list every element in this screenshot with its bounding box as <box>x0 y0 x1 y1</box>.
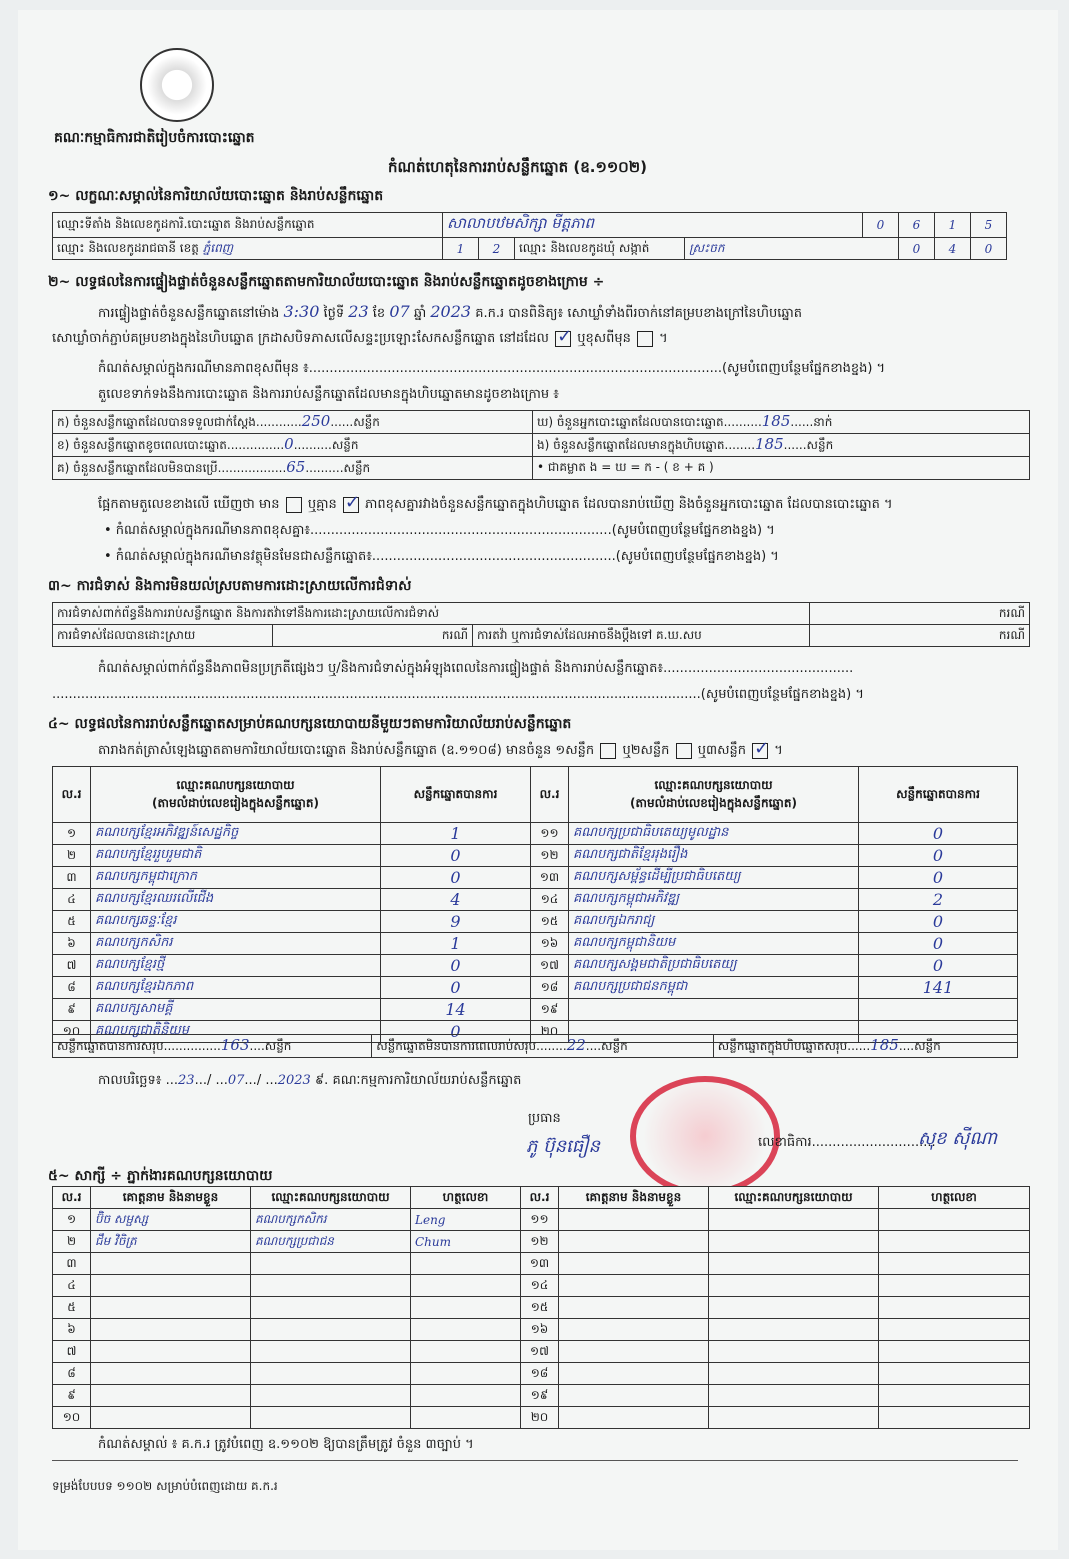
witness-empty-cell <box>559 1231 709 1253</box>
table-row <box>53 1385 1030 1407</box>
result-no: ១ <box>53 823 91 845</box>
result-party: គណបក្សខ្មែររួបរួមជាតិ <box>91 845 381 867</box>
result-party2: គណបក្សសម្ព័ន្ធដើម្បីប្រជាធិបតេយ្យ <box>569 867 859 889</box>
witness-empty-cell <box>879 1275 1030 1297</box>
witness-no2: ២០ <box>521 1407 559 1429</box>
witness-no2: ១៩ <box>521 1385 559 1407</box>
result-party2 <box>569 999 859 1021</box>
table-row <box>53 955 1018 977</box>
sign-committee: ៩. គណៈកម្មការការិយាល័យរាប់សន្លឹកឆ្នោត <box>314 1073 522 1088</box>
s2-note2: • កំណត់សម្គាល់ក្នុងករណីមានភាពខុសគ្នា៖.........................................................................(សូមបំពេញបន្ថែមផ្នែកខាងខ្នង) ។ <box>104 523 775 538</box>
result-party2: គណបក្សឯករាជ្យ <box>569 911 859 933</box>
count-kho-label: ឃ) ចំនួនអ្នកបោះឆ្នោតដែលបានបោះឆ្នោត.......... <box>537 415 762 429</box>
result-party: គណបក្សខ្មែរថ្មី <box>91 955 381 977</box>
table-row <box>53 845 1018 867</box>
witness-empty-cell <box>559 1385 709 1407</box>
witness-no: ១ <box>53 1209 91 1231</box>
total-valid: សន្លឹកឆ្នោតបានការសរុប...............163....សន្លឹក <box>53 1035 372 1058</box>
footer-text: ទម្រង់បែបបទ ១១០២ សម្រាប់បំពេញដោយ គ.ក.រ <box>52 1479 278 1493</box>
witness-empty-cell <box>709 1209 879 1231</box>
count-ka-value: 250 <box>301 412 331 430</box>
table-row <box>53 1341 1030 1363</box>
col-no: ល.រ <box>53 767 91 823</box>
s1-r2-value: ភ្នំពេញ <box>202 240 234 255</box>
witness-name <box>91 1253 251 1275</box>
org-name: គណៈកម្មាធិការជាតិរៀបចំការបោះឆ្នោត <box>54 130 255 146</box>
witness-party <box>251 1275 411 1297</box>
result-no: ៥ <box>53 911 91 933</box>
witness-empty-cell <box>709 1297 879 1319</box>
table-row <box>53 823 1018 845</box>
col-votes2: សន្លឹកឆ្នោតបានការ <box>859 767 1018 823</box>
s1-r1-label: ឈ្មោះទីតាំង និងលេខកូដការិ.បោះឆ្នោត និងរាប់សន្លឹកឆ្នោត <box>53 213 443 238</box>
result-party: គណបក្សជាតិនិយម <box>91 1021 381 1043</box>
result-no2: ១១ <box>531 823 569 845</box>
witness-name <box>91 1385 251 1407</box>
result-votes: 0 <box>381 955 531 977</box>
witness-empty-cell <box>559 1253 709 1275</box>
result-no: ៦ <box>53 933 91 955</box>
witness-empty-cell <box>559 1209 709 1231</box>
count-ngo-label: ង) ចំនួនសន្លឹកឆ្នោតដែលមានក្នុងហិបឆ្នោត........ <box>537 438 756 452</box>
s5-note: កំណត់សម្គាល់ ៖ គ.ក.រ ត្រូវបំពេញ ឧ.១១០២ ឱ្យបានត្រឹមត្រូវ ចំនួន ៣ច្បាប់ ។ <box>98 1437 474 1452</box>
witness-name <box>91 1319 251 1341</box>
witness-empty-cell <box>559 1363 709 1385</box>
unit: សន្លឹក <box>343 461 371 475</box>
s1-r1-value: សាលាបឋមសិក្សា មីត្តភាព <box>443 213 863 238</box>
witness-sig <box>411 1385 521 1407</box>
witness-sig <box>411 1319 521 1341</box>
totals-table <box>52 1034 1018 1058</box>
result-no: ៧ <box>53 955 91 977</box>
check-year: 2023 <box>430 302 472 321</box>
result-no: ៨ <box>53 977 91 999</box>
count-kho-value: 185 <box>761 412 791 430</box>
result-votes: 14 <box>381 999 531 1021</box>
result-votes: 1 <box>381 823 531 845</box>
count-ka-label: ក) ចំនួនសន្លឹកឆ្នោតដែលបានទទួលជាក់ស្តែង............ <box>57 415 302 429</box>
unit: សន្លឹក <box>353 415 380 429</box>
result-votes2: 0 <box>859 867 1018 889</box>
s1-r2-commune-digit: 0 <box>899 238 935 260</box>
result-party: គណបក្សខ្មែរអភិវឌ្ឍន៍សេដ្ឋកិច្ច <box>91 823 381 845</box>
form-page <box>18 10 1058 1550</box>
witness-no2: ១៥ <box>521 1297 559 1319</box>
result-no2: ១២ <box>531 845 569 867</box>
table-row <box>53 933 1018 955</box>
count-ngo-value: 185 <box>755 435 784 453</box>
section1-title: ១~ លក្ខណៈសម្គាល់នៃការិយាល័យបោះឆ្នោត និងរាប់សន្លឹកឆ្នោត <box>48 188 384 204</box>
s4-opt3: ឬ៣សន្លឹក <box>697 743 746 758</box>
s2-p4a: ផ្អែកតាមតួលេខខាងលើ ឃើញថា មាន <box>98 497 280 512</box>
unit: សន្លឹក <box>806 438 834 452</box>
result-votes: 0 <box>381 977 531 999</box>
table-row <box>53 977 1018 999</box>
result-no: ៤ <box>53 889 91 911</box>
s1-r2-digit: 1 <box>443 238 479 260</box>
w-col-party2: ឈ្មោះគណបក្សនយោបាយ <box>709 1187 879 1209</box>
table-row <box>53 999 1018 1021</box>
chair-label: ប្រធាន <box>528 1111 561 1126</box>
witness-no2: ១២ <box>521 1231 559 1253</box>
count-ka: ក) ចំនួនសន្លឹកឆ្នោតដែលបានទទួលជាក់ស្តែង............250......សន្លឹក <box>53 411 533 434</box>
sign-date: កាលបរិច្ឆេទ៖ ...23.../ ...07.../ ...2023 ៩. គណៈកម្មការការិយាល័យរាប់សន្លឹកឆ្នោត <box>98 1073 522 1088</box>
sign-date-month: 07 <box>227 1073 245 1088</box>
table-row <box>53 1297 1030 1319</box>
result-votes2: 0 <box>859 911 1018 933</box>
s2-p4c: ភាពខុសគ្នារវាងចំនួនសន្លឹកឆ្នោតក្នុងហិបឆ្នោត ដែលបានរាប់ឃើញ និងចំនួនអ្នកបោះឆ្នោត ដែលបានបោះឆ្នោត ។ <box>365 497 893 512</box>
s2-paragraph2 <box>52 330 668 349</box>
witness-empty-cell <box>879 1407 1030 1429</box>
total-box-value: 185 <box>870 1036 899 1054</box>
w-col-party: ឈ្មោះគណបក្សនយោបាយ <box>251 1187 411 1209</box>
result-party2: គណបក្សកម្ពុជាអភិវឌ្ឍ <box>569 889 859 911</box>
witness-no: ៨ <box>53 1363 91 1385</box>
s1-r2-digit: 2 <box>479 238 515 260</box>
witness-no: ៩ <box>53 1385 91 1407</box>
table-row <box>53 1363 1030 1385</box>
witness-name: ប៊ិច សម្ផស្ស <box>91 1209 251 1231</box>
witness-empty-cell <box>709 1253 879 1275</box>
result-votes2: 0 <box>859 845 1018 867</box>
witness-no2: ១១ <box>521 1209 559 1231</box>
total-invalid-label: សន្លឹកឆ្នោតមិនបានការពេលរាប់សរុប........ <box>376 1039 567 1053</box>
s3-note2: .............................................................................................................................................................(សូមបំពេញបន្ថែមផ្នែកខាងខ្នង) ។ <box>52 687 864 702</box>
s2-p1e: គ.ក.រ បានពិនិត្យ៖ សោឃ្លាំទាំងពីរចាក់នៅគម្របខាងក្រៅនៃហិបឆ្នោត <box>475 306 803 321</box>
witness-no2: ១៧ <box>521 1341 559 1363</box>
sign-date-day: 23 <box>178 1073 195 1088</box>
witness-no: ៤ <box>53 1275 91 1297</box>
s4-intro-text: តារាងកត់ត្រាសំឡេងឆ្នោតតាមការិយាល័យបោះឆ្នោត និងរាប់សន្លឹកឆ្នោត (ឧ.១១០៨) មានចំនួន ១សន្លឹក <box>98 743 595 758</box>
col-party-title: ឈ្មោះគណបក្សនយោបាយ <box>176 777 295 792</box>
count-kho: ឃ) ចំនួនអ្នកបោះឆ្នោតដែលបានបោះឆ្នោត..........185......នាក់ <box>533 411 1030 434</box>
result-votes: 9 <box>381 911 531 933</box>
result-votes2 <box>859 999 1018 1021</box>
chair-signature: ភូ ប៊ុនធឿន <box>526 1136 600 1157</box>
table-row <box>53 867 1018 889</box>
section5-title: ៥~ សាក្សី ÷ ភ្នាក់ងារគណបក្សនយោបាយ <box>48 1168 273 1184</box>
col-no2: ល.រ <box>531 767 569 823</box>
result-votes: 1 <box>381 933 531 955</box>
witness-table <box>52 1186 1030 1429</box>
result-no: ៣ <box>53 867 91 889</box>
result-party: គណបក្សសាមគ្គី <box>91 999 381 1021</box>
witness-empty-cell <box>879 1231 1030 1253</box>
witness-empty-cell <box>559 1297 709 1319</box>
s2-paragraph4 <box>98 496 893 515</box>
col-party-sub: (តាមលំដាប់លេខរៀងក្នុងសន្លឹកឆ្នោត) <box>152 795 319 810</box>
witness-name <box>91 1363 251 1385</box>
s2-p1b: ថ្ងៃទី <box>323 306 345 321</box>
check-month: 07 <box>389 302 410 321</box>
result-no: ៩ <box>53 999 91 1021</box>
count-table <box>52 410 1030 480</box>
witness-empty-cell <box>879 1341 1030 1363</box>
check-day: 23 <box>348 302 369 321</box>
result-party2: គណបក្សប្រជាជនកម្ពុជា <box>569 977 859 999</box>
witness-empty-cell <box>879 1385 1030 1407</box>
result-no2: ១៩ <box>531 999 569 1021</box>
results-table <box>52 766 1018 1043</box>
witness-empty-cell <box>709 1363 879 1385</box>
result-party: គណបក្សកសិករ <box>91 933 381 955</box>
w-col-name2: គោត្តនាម និងនាមខ្លួន <box>559 1187 709 1209</box>
count-kha-value: 0 <box>284 435 294 453</box>
secretary-label: លេខាធិការ.............................. <box>758 1135 936 1150</box>
s2-note3: • កំណត់សម្គាល់ក្នុងករណីមានវត្ថុមិនមែនជាសន្លឹកឆ្នោត៖...........................................................(សូមបំពេញបន្ថែមផ្នែកខាងខ្នង) ។ <box>104 549 779 564</box>
count-ko: គ) ចំនួនសន្លឹកឆ្នោតដែលមិនបានប្រើ..................65..........សន្លឹក <box>53 457 533 480</box>
result-party2: គណបក្សសង្គមជាតិប្រជាធិបតេយ្យ <box>569 955 859 977</box>
result-party2: គណបក្សកម្ពុជានិយម <box>569 933 859 955</box>
result-no2: ១៦ <box>531 933 569 955</box>
table-row <box>53 1275 1030 1297</box>
witness-name <box>91 1275 251 1297</box>
witness-party <box>251 1407 411 1429</box>
result-no2: ១៧ <box>531 955 569 977</box>
s2-p2c: ។ <box>659 331 668 346</box>
total-invalid-value: 22 <box>566 1036 586 1054</box>
unit: សន្លឹក <box>264 1039 292 1053</box>
total-valid-label: សន្លឹកឆ្នោតបានការសរុប............... <box>57 1039 221 1053</box>
witness-party <box>251 1297 411 1319</box>
witness-empty-cell <box>559 1319 709 1341</box>
result-votes2: 0 <box>859 955 1018 977</box>
witness-empty-cell <box>709 1407 879 1429</box>
witness-name <box>91 1297 251 1319</box>
result-no2: ១៣ <box>531 867 569 889</box>
witness-empty-cell <box>879 1209 1030 1231</box>
s3-note1: កំណត់សម្គាល់ពាក់ព័ន្ធនឹងភាពមិនប្រក្រតីផ្សេងៗ ឬ/និងការជំទាស់ក្នុងអំឡុងពេលនៃការផ្ទៀងផ្ទាត់ និងការរាប់សន្លឹកឆ្នោត៖.............................................. <box>98 661 854 676</box>
witness-sig: Leng <box>411 1209 521 1231</box>
witness-empty-cell <box>879 1363 1030 1385</box>
s1-r1-digit: 1 <box>935 213 971 238</box>
witness-sig: Chum <box>411 1231 521 1253</box>
witness-empty-cell <box>559 1275 709 1297</box>
table-row <box>53 1209 1030 1231</box>
witness-no: ៣ <box>53 1253 91 1275</box>
witness-name <box>91 1407 251 1429</box>
s4-intro <box>98 742 783 761</box>
result-no2: ១៥ <box>531 911 569 933</box>
check-time: 3:30 <box>283 302 320 321</box>
total-valid-value: 163 <box>220 1036 250 1054</box>
result-votes2: 141 <box>859 977 1018 999</box>
result-no2: ១៤ <box>531 889 569 911</box>
col-party2-title: ឈ្មោះគណបក្សនយោបាយ <box>654 777 773 792</box>
sign-date-year: 2023 <box>277 1073 311 1088</box>
s4-opt2: ឬ២សន្លឹក <box>622 743 670 758</box>
witness-empty-cell <box>709 1275 879 1297</box>
section2-title: ២~ លទ្ធផលនៃការផ្ទៀងផ្ទាត់ចំនួនសន្លឹកឆ្នោតតាមការិយាល័យបោះឆ្នោត និងរាប់សន្លឹកឆ្នោតដូចខាងក្រោម ÷ <box>48 274 605 290</box>
secretary-signature: សុខ ស៊ីណា <box>918 1128 998 1149</box>
col-party2-sub: (តាមលំដាប់លេខរៀងក្នុងសន្លឹកឆ្នោត) <box>630 795 797 810</box>
witness-empty-cell <box>709 1319 879 1341</box>
witness-sig <box>411 1253 521 1275</box>
s2-p2b: ឬខុសពីមុន <box>577 331 631 346</box>
s1-r1-digit: 6 <box>899 213 935 238</box>
objection-r2-case: ករណី <box>273 625 473 647</box>
w-col-sig2: ហត្ថលេខា <box>879 1187 1030 1209</box>
s1-r2-label-text: ឈ្មោះ និងលេខកូដរាជធានី ខេត្ត <box>57 240 199 255</box>
s1-r2-commune-label: ឈ្មោះ និងលេខកូដឃុំ សង្កាត់ <box>515 238 685 260</box>
one-sheet-checkbox[interactable] <box>600 743 616 759</box>
witness-sig <box>411 1297 521 1319</box>
count-kha: ខ) ចំនួនសន្លឹកឆ្នោតខូចពេលបោះឆ្នោត...............0..........សន្លឹក <box>53 434 533 457</box>
s2-paragraph3: តួលេខទាក់ទងនឹងការបោះឆ្នោត និងការរាប់សន្លឹកឆ្នោតដែលមានក្នុងហិបឆ្នោតមានដូចខាងក្រោម ៖ <box>98 387 559 402</box>
witness-party <box>251 1363 411 1385</box>
result-no2: ២០ <box>531 1021 569 1043</box>
section3-title: ៣~ ការជំទាស់ និងការមិនយល់ស្របតាមការដោះស្រាយលើការជំទាស់ <box>48 578 412 594</box>
witness-empty-cell <box>709 1341 879 1363</box>
col-party <box>91 767 381 823</box>
two-sheet-checkbox[interactable] <box>676 743 692 759</box>
result-votes: 4 <box>381 889 531 911</box>
witness-party <box>251 1385 411 1407</box>
section4-title: ៤~ លទ្ធផលនៃការរាប់សន្លឹកឆ្នោតសម្រាប់គណបក្សនយោបាយនីមួយៗតាមការិយាល័យរាប់សន្លឹកឆ្នោត <box>48 716 572 732</box>
has-diff-checkbox[interactable] <box>286 497 302 513</box>
count-formula: • ជាគម្លាត ង = ឃ = ក - ( ខ + គ ) <box>533 457 1030 480</box>
witness-empty-cell <box>879 1297 1030 1319</box>
result-no: ២ <box>53 845 91 867</box>
s1-r1-digit: 5 <box>971 213 1007 238</box>
w-col-sig: ហត្ថលេខា <box>411 1187 521 1209</box>
witness-no2: ១៣ <box>521 1253 559 1275</box>
witness-empty-cell <box>879 1319 1030 1341</box>
result-party2: គណបក្សប្រជាធិបតេយ្យមូលដ្ឋាន <box>569 823 859 845</box>
no-diff-checkbox[interactable] <box>343 497 359 513</box>
result-votes2: 2 <box>859 889 1018 911</box>
witness-sig <box>411 1363 521 1385</box>
result-votes: 0 <box>381 1021 531 1043</box>
different-checkbox[interactable] <box>637 331 653 347</box>
result-votes: 0 <box>381 845 531 867</box>
table-row <box>53 1231 1030 1253</box>
result-no: ១០ <box>53 1021 91 1043</box>
objection-r2b-case: ករណី <box>810 625 1030 647</box>
count-ngo: ង) ចំនួនសន្លឹកឆ្នោតដែលមានក្នុងហិបឆ្នោត........185......សន្លឹក <box>533 434 1030 457</box>
witness-party: គណបក្សកសិករ <box>251 1209 411 1231</box>
three-sheet-checkbox[interactable] <box>752 743 768 759</box>
s2-p2: សោឃ្លាំចាក់ភ្ជាប់គម្របខាងក្នុងនៃហិបឆ្នោត ក្រដាសបិទភាសលើសន្ទះប្រឡោះសែកសន្លឹកឆ្នោត នៅដដែល <box>52 331 549 346</box>
nec-logo-icon <box>140 48 214 122</box>
objection-r2b-label: ការតវ៉ា ឬការជំទាស់ដែលអាចនឹងប្តឹងទៅ គ.ឃ.សប <box>473 625 810 647</box>
witness-no2: ១៦ <box>521 1319 559 1341</box>
witness-sig <box>411 1407 521 1429</box>
objection-table <box>52 602 1030 647</box>
count-ko-label: គ) ចំនួនសន្លឹកឆ្នោតដែលមិនបានប្រើ.................. <box>57 461 287 475</box>
witness-party <box>251 1341 411 1363</box>
total-box-label: សន្លឹកឆ្នោតក្នុងហិបឆ្នោតសរុប...... <box>717 1039 871 1053</box>
count-kha-label: ខ) ចំនួនសន្លឹកឆ្នោតខូចពេលបោះឆ្នោត............... <box>57 438 285 452</box>
witness-empty-cell <box>879 1253 1030 1275</box>
witness-no: ៥ <box>53 1297 91 1319</box>
footer-divider <box>52 1460 1018 1461</box>
witness-no: ២ <box>53 1231 91 1253</box>
unit: នាក់ <box>813 415 833 429</box>
sign-date-label: កាលបរិច្ឆេទ៖ <box>98 1073 162 1088</box>
w-col-no: ល.រ <box>53 1187 91 1209</box>
witness-name: ជឹម វិចិត្រ <box>91 1231 251 1253</box>
result-votes: 0 <box>381 867 531 889</box>
s1-r2-commune-digit: 0 <box>971 238 1007 260</box>
witness-no2: ១៤ <box>521 1275 559 1297</box>
result-party: គណបក្សកម្ពុជាក្រោក <box>91 867 381 889</box>
result-party: គណបក្សឆន្ទៈខ្មែរ <box>91 911 381 933</box>
result-party: គណបក្សខ្មែរឯកភាព <box>91 977 381 999</box>
result-votes2: 0 <box>859 933 1018 955</box>
unit: សន្លឹក <box>331 438 359 452</box>
s1-r1-digit: 0 <box>863 213 899 238</box>
witness-empty-cell <box>709 1231 879 1253</box>
witness-party <box>251 1319 411 1341</box>
s4-end: ។ <box>774 743 783 758</box>
s2-note1: កំណត់សម្គាល់ក្នុងករណីមានភាពខុសពីមុន ៖....................................................................................................(សូមបំពេញបន្ថែមផ្នែកខាងខ្នង) ។ <box>98 361 886 376</box>
table-row <box>53 1253 1030 1275</box>
unit: សន្លឹក <box>914 1039 941 1053</box>
count-ko-value: 65 <box>286 458 306 476</box>
s2-p4b: ឬគ្មាន <box>307 497 337 512</box>
w-col-name: គោត្តនាម និងនាមខ្លួន <box>91 1187 251 1209</box>
col-party2 <box>569 767 859 823</box>
total-box: សន្លឹកឆ្នោតក្នុងហិបឆ្នោតសរុប......185....សន្លឹក <box>713 1035 1017 1058</box>
table-row <box>53 889 1018 911</box>
table-row <box>53 1407 1030 1429</box>
s2-paragraph1 <box>98 302 802 324</box>
total-invalid: សន្លឹកឆ្នោតមិនបានការពេលរាប់សរុប........22....សន្លឹក <box>372 1035 714 1058</box>
section1-table <box>52 212 1007 260</box>
form-title: កំណត់ហេតុនៃការរាប់សន្លឹកឆ្នោត (ឧ.១១០២) <box>388 158 648 176</box>
s1-r2-commune-digit: 4 <box>935 238 971 260</box>
w-col-no2: ល.រ <box>521 1187 559 1209</box>
objection-r2-label: ការជំទាស់ដែលបានដោះស្រាយ <box>53 625 273 647</box>
objection-r1-label: ការជំទាស់ពាក់ព័ន្ធនឹងការរាប់សន្លឹកឆ្នោត និងការតវ៉ាទៅនឹងការដោះស្រាយលើការជំទាស់ <box>53 603 810 625</box>
table-row <box>53 1319 1030 1341</box>
witness-party <box>251 1253 411 1275</box>
witness-empty-cell <box>709 1385 879 1407</box>
witness-no: ៦ <box>53 1319 91 1341</box>
result-no2: ១៨ <box>531 977 569 999</box>
witness-no: ១០ <box>53 1407 91 1429</box>
unit: សន្លឹក <box>601 1039 628 1053</box>
s2-p1a: ការផ្ទៀងផ្ទាត់ចំនួនសន្លឹកឆ្នោតនៅម៉ោង <box>98 306 280 321</box>
witness-no: ៧ <box>53 1341 91 1363</box>
col-votes: សន្លឹកឆ្នោតបានការ <box>381 767 531 823</box>
result-party: គណបក្សខ្មែរឈរលើជើង <box>91 889 381 911</box>
s1-r2-commune-value: ស្រះចក <box>685 238 899 260</box>
witness-name <box>91 1341 251 1363</box>
witness-empty-cell <box>559 1341 709 1363</box>
witness-empty-cell <box>559 1407 709 1429</box>
objection-r1-case: ករណី <box>810 603 1030 625</box>
result-votes2: 0 <box>859 823 1018 845</box>
witness-sig <box>411 1275 521 1297</box>
witness-no2: ១៨ <box>521 1363 559 1385</box>
witness-sig <box>411 1341 521 1363</box>
table-row <box>53 911 1018 933</box>
witness-party: គណបក្សប្រជាជន <box>251 1231 411 1253</box>
s1-r2-label <box>53 238 443 260</box>
result-party2: គណបក្សជាតិខ្មែររុងរឿង <box>569 845 859 867</box>
same-checkbox[interactable] <box>555 331 571 347</box>
s2-p1c: ខែ <box>372 306 386 321</box>
s2-p1d: ឆ្នាំ <box>413 306 427 321</box>
